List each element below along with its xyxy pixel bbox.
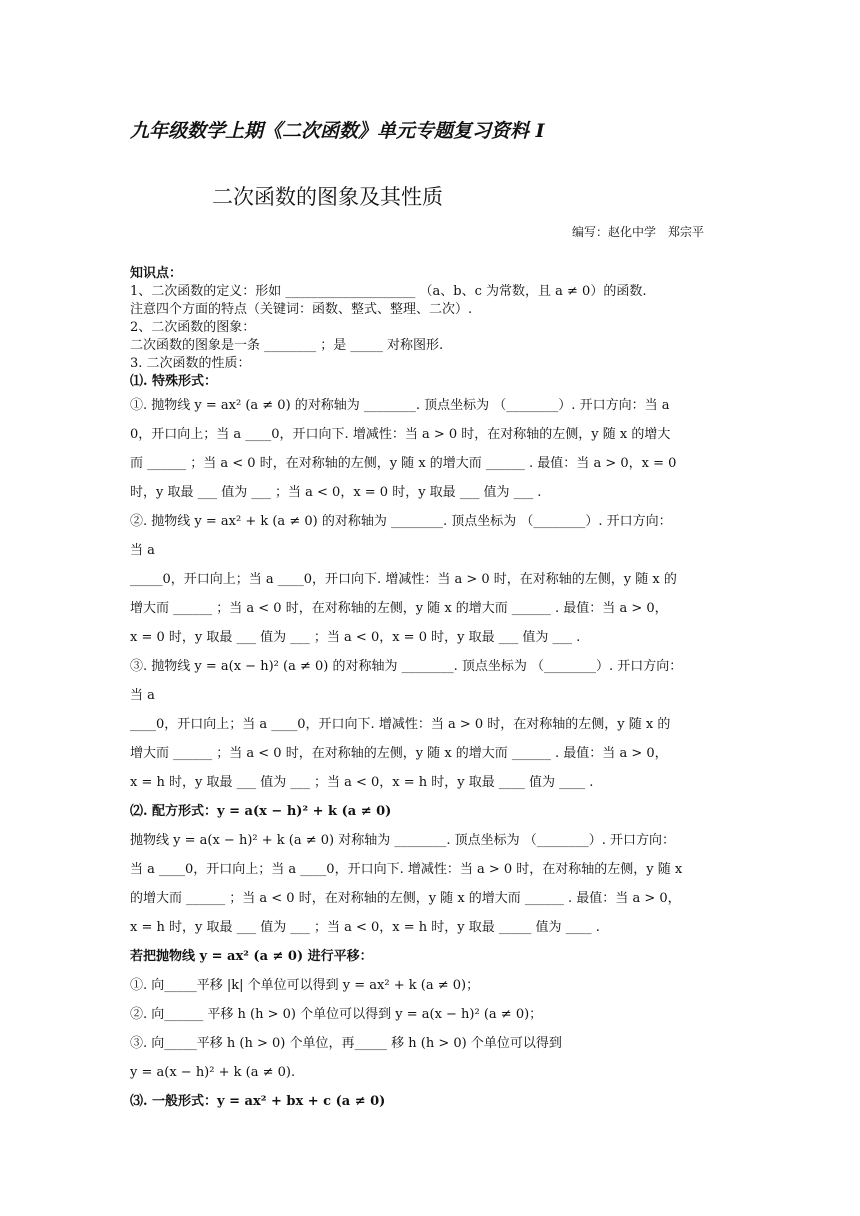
text-line: 的增大而 ______ ；当 a < 0 时，在对称轴的左侧，y 随 x 的增大而 ______ . 最值：当 a > 0， [130,891,681,906]
subsection-heading-general-form: ⑶. 一般形式：y = ax² + bx + c (a ≠ 0) [130,1094,386,1109]
text-line: 二次函数的图象是一条 ________ ；是 _____ 对称图形. [130,338,444,353]
text-line: 当 a [130,543,155,558]
page-title: 二次函数的图象及其性质 [212,185,443,209]
text-line: y = a(x − h)² + k (a ≠ 0). [130,1065,296,1080]
section-heading-knowledge: 知识点： [130,266,183,281]
text-line: ②. 向______ 平移 h (h > 0) 个单位可以得到 y = a(x − h)² (a ≠ 0)； [130,1007,543,1022]
text-line: 3. 二次函数的性质： [130,356,251,371]
text-line: 0，开口向上；当 a ____0，开口向下. 增减性：当 a > 0 时，在对称轴的左侧，y 随 x 的增大 [130,427,671,442]
text-line: 抛物线 y = a(x − h)² + k (a ≠ 0) 对称轴为 ________. 顶点坐标为 （________）. 开口方向： [130,833,676,848]
header-title: 九年级数学上期《二次函数》单元专题复习资料 Ⅰ [130,120,545,142]
text-line: 而 ______ ；当 a < 0 时，在对称轴的左侧，y 随 x 的增大而 ______ . 最值：当 a > 0，x = 0 [130,456,677,471]
text-line: ②. 抛物线 y = ax² + k (a ≠ 0) 的对称轴为 ________. 顶点坐标为 （________）. 开口方向： [130,514,672,529]
text-line: x = h 时，y 取最 ___ 值为 ___ ；当 a < 0，x = h 时，y 取最 _____ 值为 ____ . [130,920,600,935]
text-line: 注意四个方面的特点（关键词：函数、整式、整理、二次）. [130,302,473,317]
text-line: 1、二次函数的定义：形如 ____________________ （a、b、c 为常数，且 a ≠ 0）的函数. [130,284,647,299]
text-line: ③. 向_____平移 h (h > 0) 个单位，再_____ 移 h (h > 0) 个单位可以得到 [130,1036,562,1051]
text-line: ____0，开口向上；当 a ____0，开口向下. 增减性：当 a > 0 时，在对称轴的左侧，y 随 x 的 [130,717,671,732]
text-line: _____0，开口向上；当 a ____0，开口向下. 增减性：当 a > 0 时，在对称轴的左侧，y 随 x 的 [130,572,677,587]
text-line: ③. 抛物线 y = a(x − h)² (a ≠ 0) 的对称轴为 ________. 顶点坐标为 （________）. 开口方向： [130,659,683,674]
text-line: 当 a ____0，开口向上；当 a ____0，开口向下. 增减性：当 a > 0 时，在对称轴的左侧，y 随 x [130,862,683,877]
text-line: ①. 抛物线 y = ax² (a ≠ 0) 的对称轴为 ________. 顶点坐标为 （________）. 开口方向：当 a [130,398,670,413]
text-line: 时，y 取最 ___ 值为 ___ ；当 a < 0，x = 0 时，y 取最 ___ 值为 ___ . [130,485,542,500]
document-body [130,265,730,1116]
text-line: 增大而 ______ ；当 a < 0 时，在对称轴的左侧，y 随 x 的增大而 ______ . 最值：当 a > 0， [130,746,668,761]
text-line: 增大而 ______ ；当 a < 0 时，在对称轴的左侧，y 随 x 的增大而 ______ . 最值：当 a > 0， [130,601,668,616]
text-line: 2、二次函数的图象： [130,320,256,335]
subsection-heading-vertex-form: ⑵. 配方形式：y = a(x − h)² + k (a ≠ 0) [130,804,392,819]
text-line: x = h 时，y 取最 ___ 值为 ___ ；当 a < 0，x = h 时，y 取最 ____ 值为 ____ . [130,775,594,790]
translation-heading: 若把抛物线 y = ax² (a ≠ 0) 进行平移： [130,949,373,964]
text-line: 当 a [130,688,155,703]
author-line: 编写：赵化中学 郑宗平 [572,225,705,239]
text-line: x = 0 时，y 取最 ___ 值为 ___ ；当 a < 0，x = 0 时，y 取最 ___ 值为 ___ . [130,630,581,645]
subsection-heading-special: ⑴. 特殊形式： [130,374,218,389]
text-line: ①. 向_____平移 |k| 个单位可以得到 y = ax² + k (a ≠ 0)； [130,978,480,993]
